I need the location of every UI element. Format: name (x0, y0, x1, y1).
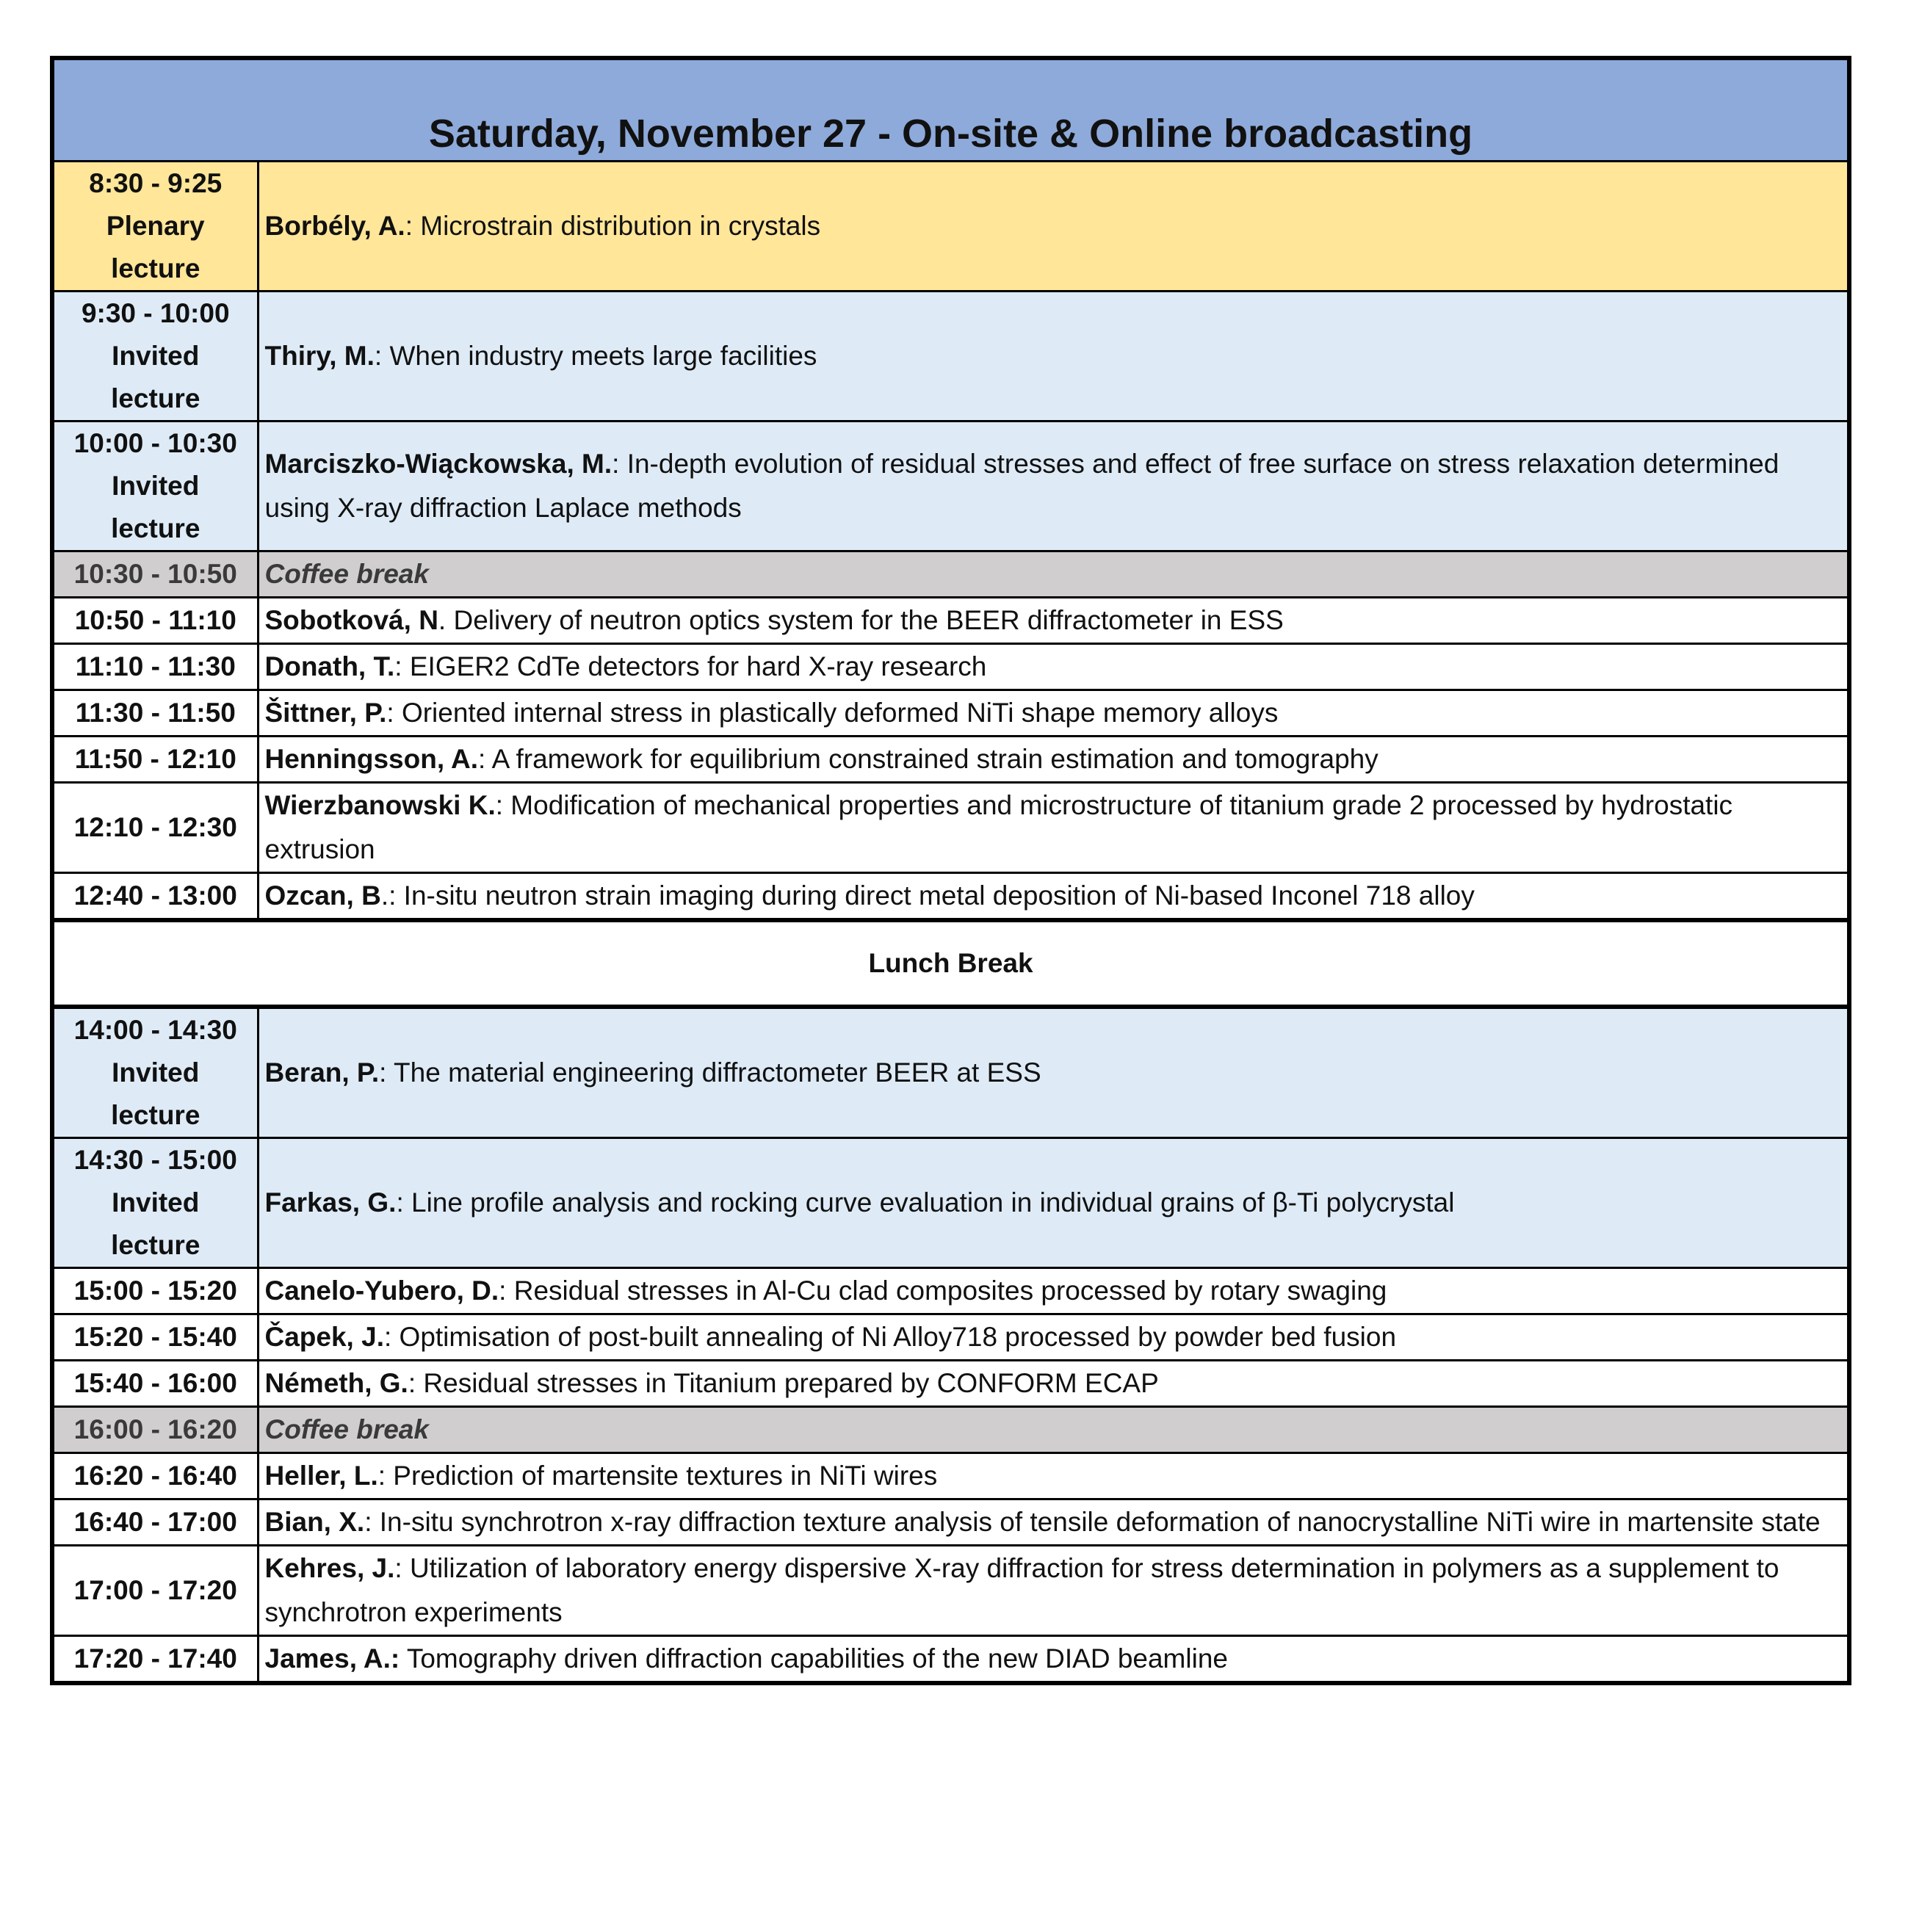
break-row (52, 1407, 1849, 1453)
session-author: Beran, P. (264, 1057, 380, 1088)
session-time: 14:30 - 15:00 Invited lecture (52, 1138, 258, 1268)
session-time: 17:00 - 17:20 (52, 1546, 258, 1636)
session-author: Borbély, A. (264, 211, 405, 241)
session-separator: : (383, 1322, 400, 1352)
session-author: Donath, T. (264, 651, 395, 681)
session-author: Sobotková, N (264, 605, 438, 635)
session-talk (258, 1453, 1849, 1499)
session-title: Optimisation of post-built annealing of Ni Alloy718 processed by powder bed fusion (399, 1322, 1397, 1352)
session-separator: : (396, 1187, 411, 1218)
session-row (52, 1636, 1849, 1684)
session-time: 11:30 - 11:50 (52, 690, 258, 737)
session-title: Prediction of martensite textures in NiTi wires (393, 1461, 938, 1491)
session-time: 12:10 - 12:30 (52, 783, 258, 873)
session-row (52, 737, 1849, 783)
session-title: Utilization of laboratory energy dispersive X-ray diffraction for stress determination in polymers as a supplement to synchrotron experiments (264, 1553, 1779, 1627)
session-time: 9:30 - 10:00 Invited lecture (52, 292, 258, 422)
session-talk (258, 1546, 1849, 1636)
session-separator: .: (380, 880, 404, 911)
session-row (52, 1546, 1849, 1636)
session-title: Modification of mechanical properties and microstructure of titanium grade 2 processed by hydrostatic extrusion (264, 790, 1733, 864)
schedule-table (50, 56, 1851, 1685)
session-author: James, A.: (264, 1643, 400, 1674)
session-time: 11:50 - 12:10 (52, 737, 258, 783)
session-row (52, 644, 1849, 690)
session-time: 16:00 - 16:20 (52, 1407, 258, 1453)
session-author: Ozcan, B (264, 880, 381, 911)
session-time: 16:20 - 16:40 (52, 1453, 258, 1499)
session-time: 10:50 - 11:10 (52, 598, 258, 644)
session-talk (258, 551, 1849, 598)
session-row (52, 598, 1849, 644)
session-separator: : (394, 1553, 410, 1583)
session-separator: . (438, 605, 454, 635)
session-row (52, 1138, 1849, 1268)
session-time: 15:20 - 15:40 (52, 1314, 258, 1361)
session-author: Thiry, M. (264, 341, 375, 371)
session-author: Henningsson, A. (264, 744, 479, 774)
session-row (52, 422, 1849, 551)
session-talk (258, 783, 1849, 873)
session-time: 11:10 - 11:30 (52, 644, 258, 690)
session-talk (258, 1407, 1849, 1453)
session-row (52, 292, 1849, 422)
session-row (52, 162, 1849, 292)
session-title: Residual stresses in Al-Cu clad composites processed by rotary swaging (513, 1276, 1387, 1306)
session-author: Németh, G. (264, 1368, 408, 1398)
session-row (52, 1453, 1849, 1499)
session-time: 16:40 - 17:00 (52, 1499, 258, 1546)
session-separator: : (499, 1276, 514, 1306)
session-row (52, 690, 1849, 737)
session-title: Residual stresses in Titanium prepared by CONFORM ECAP (423, 1368, 1159, 1398)
session-title: A framework for equilibrium constrained strain estimation and tomography (491, 744, 1378, 774)
break-label: Coffee break (264, 1414, 429, 1444)
session-talk (258, 1314, 1849, 1361)
lunch-label: Lunch Break (52, 920, 1849, 1007)
session-author: Canelo-Yubero, D. (264, 1276, 499, 1306)
session-talk (258, 644, 1849, 690)
session-time: 10:30 - 10:50 (52, 551, 258, 598)
session-separator: : (386, 698, 402, 728)
session-author: Marciszko-Wiąckowska, M. (264, 449, 612, 479)
break-row (52, 551, 1849, 598)
session-row (52, 1007, 1849, 1138)
session-time: 14:00 - 14:30 Invited lecture (52, 1007, 258, 1138)
session-row (52, 1314, 1849, 1361)
session-row (52, 1268, 1849, 1314)
session-row (52, 783, 1849, 873)
session-time: 12:40 - 13:00 (52, 873, 258, 921)
session-separator: : (478, 744, 492, 774)
session-time: 15:40 - 16:00 (52, 1361, 258, 1407)
session-row (52, 1499, 1849, 1546)
session-row (52, 873, 1849, 921)
title-row (52, 58, 1849, 162)
session-title: Oriented internal stress in plastically deformed NiTi shape memory alloys (401, 698, 1279, 728)
session-time: 17:20 - 17:40 (52, 1636, 258, 1684)
session-author: Heller, L. (264, 1461, 378, 1491)
session-separator: : (364, 1507, 380, 1537)
session-title: The material engineering diffractometer BEER at ESS (394, 1057, 1041, 1088)
session-row (52, 1361, 1849, 1407)
session-title: Tomography driven diffraction capabilities of the new DIAD beamline (406, 1643, 1228, 1674)
session-talk (258, 873, 1849, 921)
session-separator: : (612, 449, 627, 479)
session-title: In-situ neutron strain imaging during direct metal deposition of Ni-based Inconel 718 alloy (403, 880, 1475, 911)
session-author: Čapek, J. (264, 1322, 384, 1352)
session-separator: : (377, 1461, 394, 1491)
session-talk (258, 1499, 1849, 1546)
session-talk (258, 1138, 1849, 1268)
session-separator: : (408, 1368, 424, 1398)
session-talk (258, 1268, 1849, 1314)
session-talk (258, 690, 1849, 737)
session-talk (258, 422, 1849, 551)
page-title: Saturday, November 27 - On-site & Online broadcasting (52, 58, 1849, 162)
session-separator: : (405, 211, 421, 241)
session-title: In-depth evolution of residual stresses and effect of free surface on stress relaxation determined using X-ray diffraction Laplace methods (264, 449, 1779, 523)
session-separator (400, 1643, 407, 1674)
session-time: 8:30 - 9:25 Plenary lecture (52, 162, 258, 292)
session-talk (258, 598, 1849, 644)
session-talk (258, 1636, 1849, 1684)
session-title: When industry meets large facilities (389, 341, 817, 371)
session-separator: : (394, 651, 410, 681)
break-label: Coffee break (264, 559, 429, 589)
session-separator: : (495, 790, 511, 820)
session-talk (258, 737, 1849, 783)
session-time: 10:00 - 10:30 Invited lecture (52, 422, 258, 551)
session-title: Delivery of neutron optics system for the BEER diffractometer in ESS (453, 605, 1284, 635)
session-talk (258, 1361, 1849, 1407)
session-talk (258, 1007, 1849, 1138)
session-title: Line profile analysis and rocking curve evaluation in individual grains of β-Ti polycrystal (411, 1187, 1455, 1218)
session-title: In-situ synchrotron x-ray diffraction texture analysis of tensile deformation of nanocrystalline NiTi wire in martensite state (379, 1507, 1821, 1537)
session-separator: : (374, 341, 390, 371)
session-talk (258, 162, 1849, 292)
session-author: Farkas, G. (264, 1187, 397, 1218)
session-title: Microstrain distribution in crystals (420, 211, 821, 241)
session-author: Bian, X. (264, 1507, 365, 1537)
session-author: Wierzbanowski K. (264, 790, 496, 820)
session-time: 15:00 - 15:20 (52, 1268, 258, 1314)
lunch-row (52, 920, 1849, 1007)
session-author: Šittner, P. (264, 698, 387, 728)
session-talk (258, 292, 1849, 422)
session-title: EIGER2 CdTe detectors for hard X-ray research (409, 651, 987, 681)
session-separator: : (379, 1057, 394, 1088)
session-author: Kehres, J. (264, 1553, 395, 1583)
